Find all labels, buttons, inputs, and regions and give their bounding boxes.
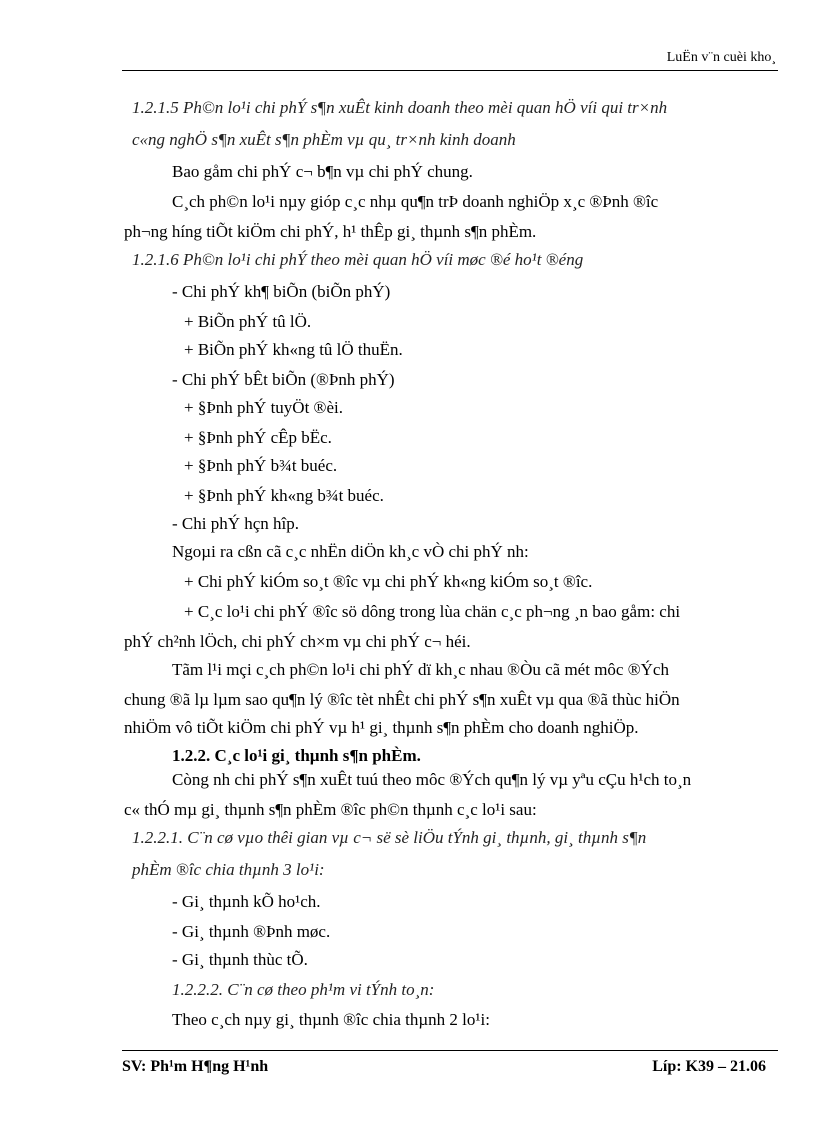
list-item: + §Þnh phÝ kh«ng b¾t buéc. (184, 486, 384, 505)
list-item: + BiÕn phÝ kh«ng tû lÖ thuËn. (184, 340, 403, 359)
paragraph-line: Bao gåm chi phÝ c¬ b¶n vµ chi phÝ chung. (172, 162, 473, 181)
subheading-1-2-1-5-cont: c«ng nghÖ s¶n xuÊt s¶n phÈm vµ qu¸ tr×nh kinh doanh (132, 130, 516, 149)
list-item: - Chi phÝ hçn hîp. (172, 514, 300, 533)
footer-rule (122, 1050, 778, 1051)
subheading-1-2-2-1-cont: phÈm ®îc chia thµnh 3 lo¹i: (132, 860, 325, 879)
subheading-1-2-2-1: 1.2.2.1. C¨n cø vµo thêi gian vµ c¬ së sè liÖu tÝnh gi¸ thµnh, gi¸ thµnh s¶n (132, 828, 647, 847)
list-item: + C¸c lo¹i chi phÝ ®îc sö dông trong lùa chän c¸c ph¬ng ¸n bao gåm: chi (184, 602, 681, 621)
paragraph-line: Còng nh chi phÝ s¶n xuÊt tuú theo môc ®Ých qu¶n lý vµ yªu cÇu h¹ch to¸n (172, 770, 692, 789)
list-item: + §Þnh phÝ b¾t buéc. (184, 456, 338, 475)
paragraph-line: phÝ ch²nh lÖch, chi phÝ ch×m vµ chi phÝ c¬ héi. (124, 632, 471, 651)
list-item: + Chi phÝ kiÓm so¸t ®îc vµ chi phÝ kh«ng kiÓm so¸t ®îc. (184, 572, 593, 591)
paragraph-line: chung ®ã lµ lµm sao qu¶n lý ®îc tèt nhÊt chi phÝ s¶n xuÊt vµ qua ®ã thùc hiÖn (124, 690, 680, 709)
list-item: - Gi¸ thµnh kÕ ho¹ch. (172, 892, 321, 911)
header-title: LuËn v¨n cuèi kho¸ (666, 50, 776, 65)
subheading-1-2-1-6: 1.2.1.6 Ph©n lo¹i chi phÝ theo mèi quan hÖ víi møc ®é ho¹t ®éng (132, 250, 584, 269)
paragraph-line: nhiÖm vô tiÕt kiÖm chi phÝ vµ h¹ gi¸ thµnh s¶n phÈm cho doanh nghiÖp. (124, 718, 639, 737)
list-item: - Chi phÝ kh¶ biÕn (biÕn phÝ) (172, 282, 391, 301)
paragraph-line: ph¬ng híng tiÕt kiÖm chi phÝ, h¹ thÊp gi¸ thµnh s¶n phÈm. (124, 222, 537, 241)
list-item: - Gi¸ thµnh ®Þnh møc. (172, 922, 331, 941)
paragraph-line: c« thÓ mµ gi¸ thµnh s¶n phÈm ®îc ph©n thµnh c¸c lo¹i sau: (124, 800, 537, 819)
footer-class: Líp: K39 – 21.06 (652, 1058, 766, 1075)
paragraph-line: Ngoµi ra cßn cã c¸c nhËn diÖn kh¸c vÒ chi phÝ nh: (172, 542, 529, 561)
paragraph-line: Theo c¸ch nµy gi¸ thµnh ®îc chia thµnh 2 lo¹i: (172, 1010, 490, 1029)
footer-student: SV: Ph¹m H¶ng H¹nh (122, 1058, 269, 1075)
paragraph-line: Tãm l¹i mçi c¸ch ph©n lo¹i chi phÝ dï kh¸c nhau ®Òu cã mét môc ®Ých (172, 660, 669, 679)
paragraph-line: C¸ch ph©n lo¹i nµy gióp c¸c nhµ qu¶n trÞ doanh nghiÖp x¸c ®Þnh ®îc (172, 192, 659, 211)
list-item: - Gi¸ thµnh thùc tÕ. (172, 950, 308, 969)
list-item: + §Þnh phÝ cÊp bËc. (184, 428, 332, 447)
section-heading-1-2-2: 1.2.2. C¸c lo¹i gi¸ thµnh s¶n phÈm. (172, 746, 421, 765)
subheading-1-2-1-5: 1.2.1.5 Ph©n lo¹i chi phÝ s¶n xuÊt kinh doanh theo mèi quan hÖ víi qui tr×nh (132, 98, 668, 117)
subheading-1-2-2-2: 1.2.2.2. C¨n cø theo ph¹m vi tÝnh to¸n: (172, 980, 435, 999)
list-item: + §Þnh phÝ tuyÖt ®èi. (184, 398, 343, 417)
list-item: - Chi phÝ bÊt biÕn (®Þnh phÝ) (172, 370, 395, 389)
list-item: + BiÕn phÝ tû lÖ. (184, 312, 312, 331)
header-rule (122, 70, 778, 71)
